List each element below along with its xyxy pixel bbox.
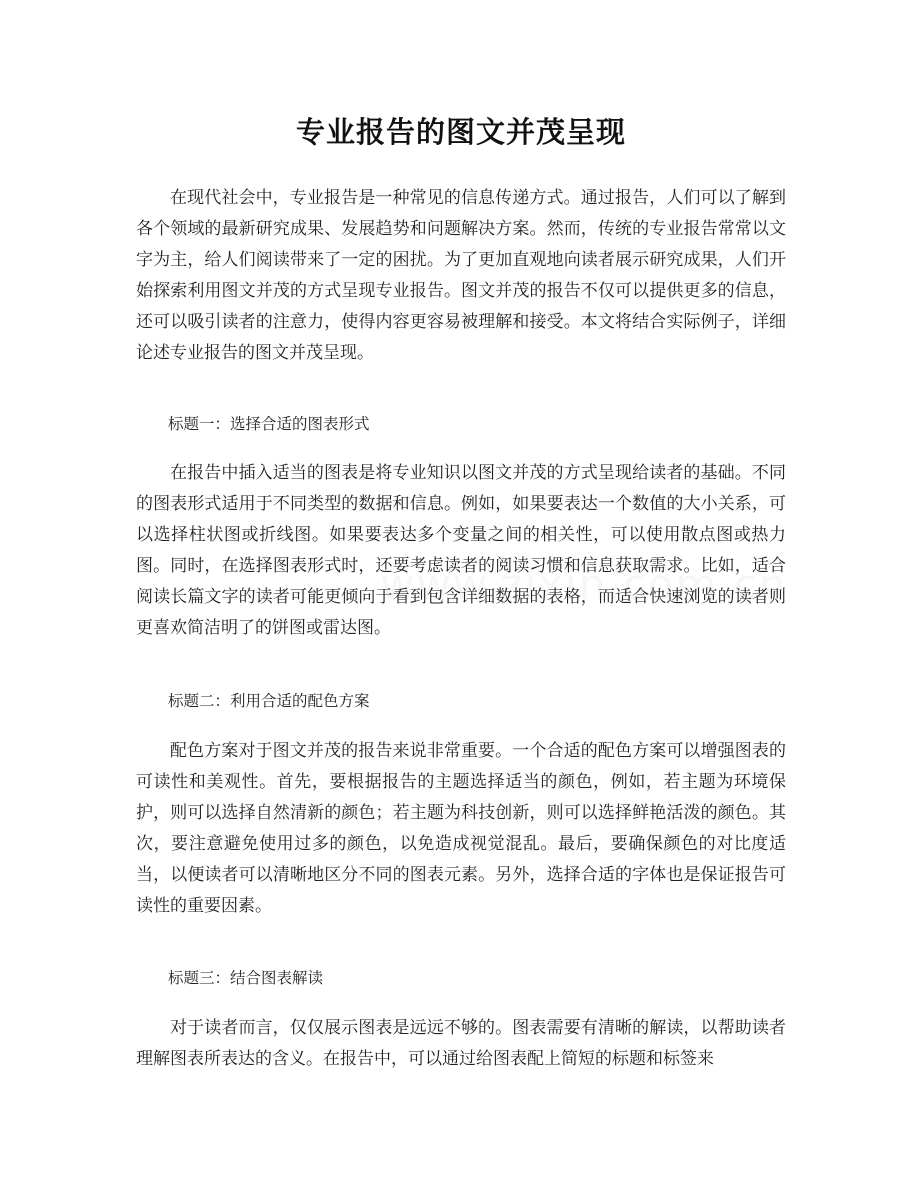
section-heading-2: 标题二：利用合适的配色方案 bbox=[168, 692, 370, 710]
watermark bbox=[380, 560, 788, 609]
section-3-paragraph: 对于读者而言，仅仅展示图表是远远不够的。图表需要有清晰的解读，以帮助读者理解图表所表达的含义。在报告中，可以通过给图表配上简短的标题和标签来 bbox=[136, 1018, 786, 1069]
section-2-paragraph: 配色方案对于图文并茂的报告来说非常重要。一个合适的配色方案可以增强图表的可读性和美观性。首先，要根据报告的主题选择适当的颜色，例如，若主题为环境保护，则可以选择自然清新的颜色；若主题为科技创新，则可以选择鲜艳活泼的颜色。其次，要注意避免使用过多的颜色，以免造成视觉混乱。最后，要确保颜色的对比度适当，以便读者可以清晰地区分不同的图表元素。另外，选择合适的字体也是保证报告可读性的重要因素。 bbox=[136, 741, 786, 916]
section-heading-1: 标题一：选择合适的图表形式 bbox=[168, 415, 370, 433]
intro-paragraph: 在现代社会中，专业报告是一种常见的信息传递方式。通过报告，人们可以了解到各个领域的最新研究成果、发展趋势和问题解决方案。然而，传统的专业报告常常以文字为主，给人们阅读带来了一定的困扰。为了更加直观地向读者展示研究成果，人们开始探索利用图文并茂的方式呈现专业报告。图文并茂的报告不仅可以提供更多的信息，还可以吸引读者的注意力，使得内容更容易被理解和接受。本文将结合实际例子，详细论述专业报告的图文并茂呈现。 bbox=[136, 188, 786, 363]
section-1-paragraph: 在报告中插入适当的图表是将专业知识以图文并茂的方式呈现给读者的基础。不同的图表形式适用于不同类型的数据和信息。例如，如果要表达一个数值的大小关系，可以选择柱状图或折线图。如果要表达多个变量之间的相关性，可以使用散点图或热力图。同时，在选择图表形式时，还要考虑读者的阅读习惯和信息获取需求。比如，适合阅读长篇文字的读者可能更倾向于看到包含详细数据的表格，而适合快速浏览的读者则更喜欢简洁明了的饼图或雷达图。 bbox=[136, 463, 786, 638]
document-title: 专业报告的图文并茂呈现 bbox=[295, 115, 626, 149]
section-heading-3: 标题三：结合图表解读 bbox=[168, 969, 324, 987]
